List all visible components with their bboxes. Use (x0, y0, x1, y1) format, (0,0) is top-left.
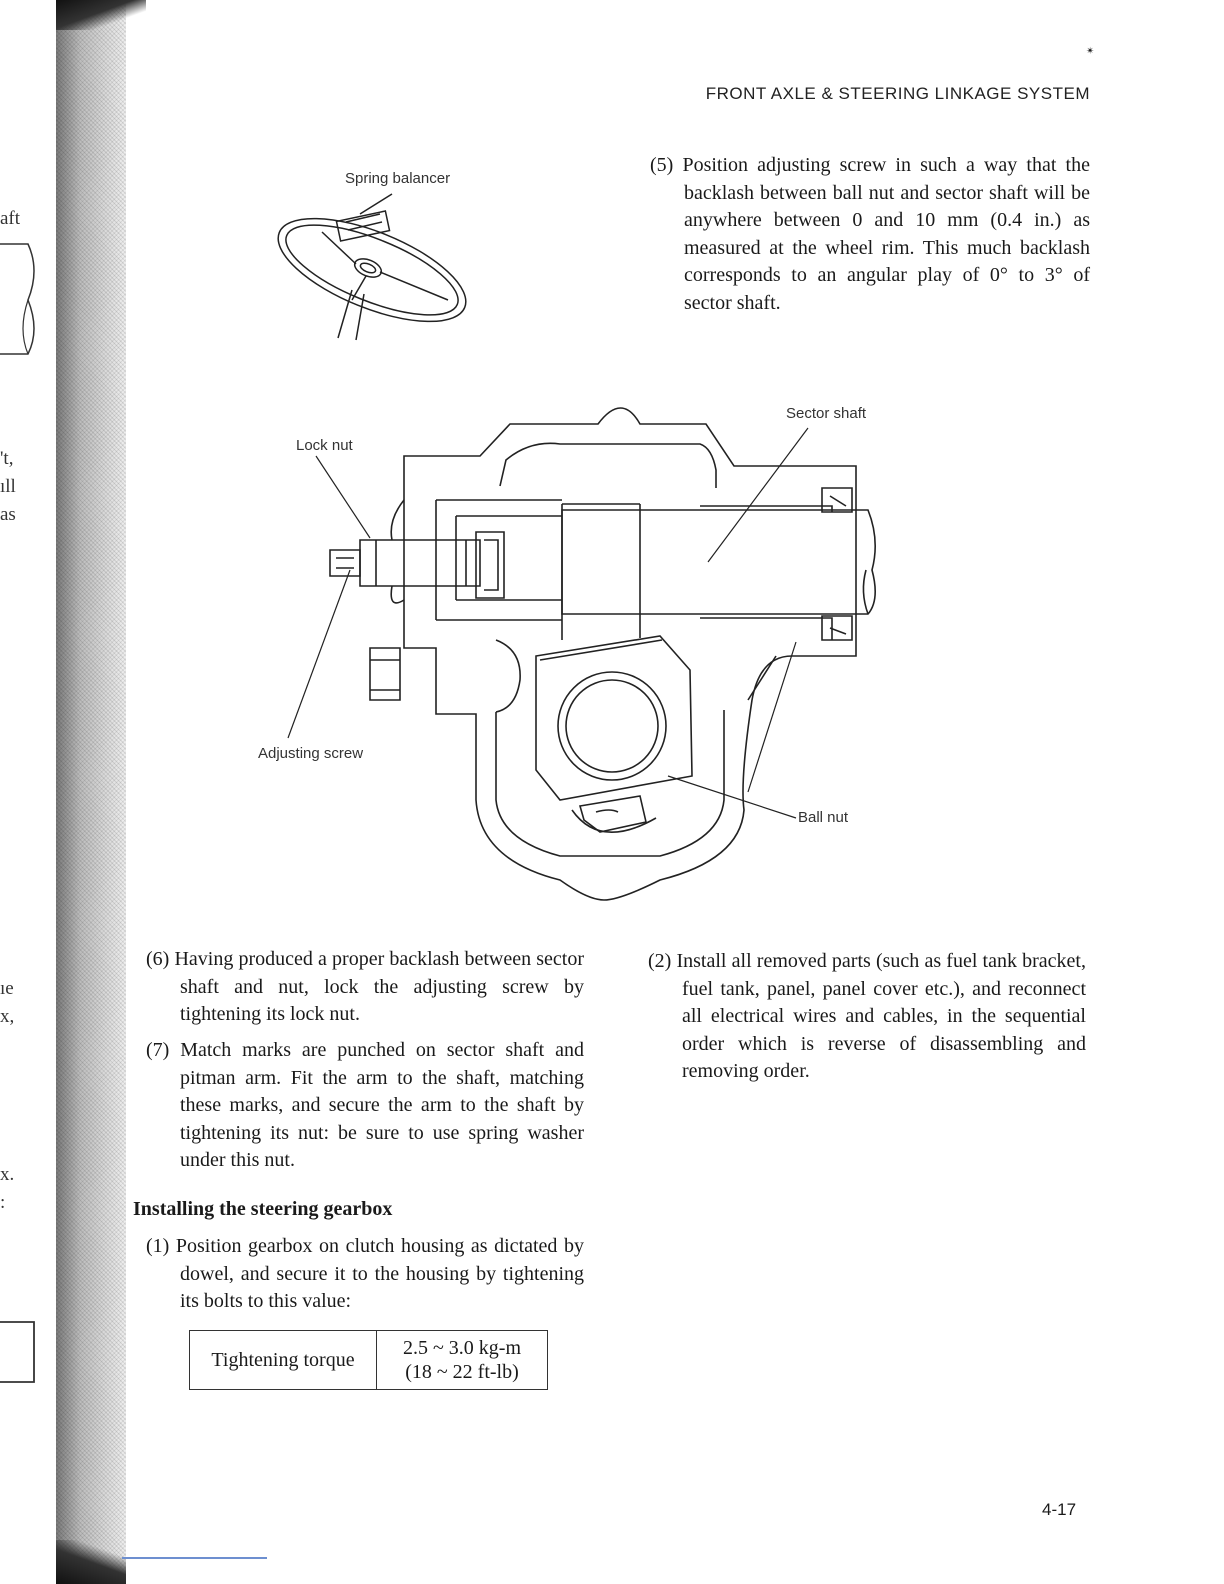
step-6-paragraph: (6) Having produced a proper backlash between sector shaft and nut, lock the adjusting screw by tightening its lock nut. (146, 948, 584, 1025)
running-header: FRONT AXLE & STEERING LINKAGE SYSTEM (705, 84, 1090, 103)
label-lock-nut: Lock nut (296, 437, 353, 454)
left-page-fragment: x, (0, 1006, 15, 1027)
left-page-fragment: x. (0, 1164, 15, 1185)
left-page-fragment: aft (0, 208, 21, 229)
step-7-paragraph: (7) Match marks are punched on sector shaft and pitman arm. Fit the arm to the shaft, matching these marks, and secure the arm to the shaft by tightening its nut: be sure to use spring washer under this nut. (146, 1039, 584, 1171)
torque-value-metric: 2.5 ~ 3.0 kg-m (402, 1337, 522, 1359)
corner-mark: ✴ (1086, 46, 1095, 57)
torque-value-cell (377, 1331, 548, 1390)
torque-value-imperial: (18 ~ 22 ft-lb) (405, 1361, 519, 1383)
left-page-fragment: ıll (0, 476, 16, 497)
left-page-fragment: : (0, 1192, 6, 1213)
bottom-rule (122, 1557, 267, 1559)
left-page-fragment: ıe (0, 978, 14, 999)
spine-corner-bottom (56, 1540, 126, 1584)
label-sector-shaft: Sector shaft (786, 405, 867, 422)
left-page-diagram-fragments (0, 0, 60, 1584)
step-1-paragraph: (1) Position gearbox on clutch housing as dictated by dowel, and secure it to the housing by tightening its bolts to this value: (146, 1235, 584, 1312)
gearbox-figure (288, 408, 875, 900)
step-5-paragraph: (5) Position adjusting screw in such a way that the backlash between ball nut and sector shaft will be anywhere between 0 and 10 mm (0.4 in.) as measured at the wheel rim. This much backlash corresponds to an angular play of 0° to 3° of sector shaft. (650, 154, 1090, 314)
book-spine-shadow (56, 0, 126, 1584)
step-2-paragraph: (2) Install all removed parts (such as fuel tank bracket, fuel tank, panel, panel cover etc.), and reconnect all electrical wires and cables, in the sequential order which is reverse of disassembling and removing order. (648, 950, 1086, 1082)
page-number: 4-17 (1042, 1500, 1077, 1519)
label-spring-balancer: Spring balancer (345, 170, 451, 187)
steering-wheel-figure (265, 194, 479, 343)
torque-table (189, 1330, 548, 1390)
left-page-fragment: 't, (0, 448, 14, 469)
label-ball-nut: Ball nut (798, 809, 849, 826)
spine-corner-top (56, 0, 146, 30)
torque-label-cell: Tightening torque (190, 1331, 377, 1390)
left-page-fragment: as (0, 504, 16, 525)
label-adjusting-screw: Adjusting screw (258, 745, 364, 762)
section-heading: Installing the steering gearbox (133, 1198, 393, 1220)
